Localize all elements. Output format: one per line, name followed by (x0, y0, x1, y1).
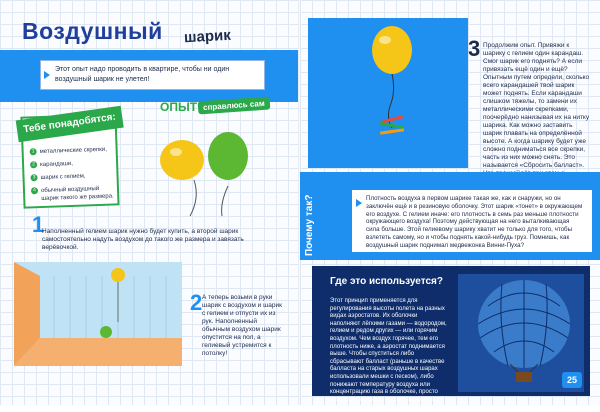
step1-text: Наполненный гелием шарик нужно будет купить, а второй шарик самостоятельно надуть воздухом до такого же размера и завязать верёвочкой. (42, 228, 244, 251)
why-box (352, 190, 592, 252)
need-box (20, 113, 119, 208)
pointer-icon (356, 199, 362, 207)
need-item-label: шарик с гелием, (40, 173, 86, 182)
need-list (30, 145, 118, 208)
list-item (31, 184, 118, 203)
why-label (304, 182, 330, 260)
bullet-icon: 1 (30, 148, 37, 155)
step-number: 2 (190, 290, 203, 315)
step-number: 3 (468, 36, 481, 61)
need-title: Тебе понадобятся: (16, 106, 124, 143)
step3-text: Продолжим опыт. Привяжи к шарику с гелием один карандаш. Смог шарик его поднять? А если привязать ещё один и ещё? Опытным путем определи, сколько всего карандашей твой шарик может поднять. Если карандаши слишком тяжелы, то замени их металлическими скрепками, поочерёдно нанизывая их на нитку шарика. Как можно заставить шарик плавать на определённой высоте. А когда шарику будет уже сложно подниматься все скрепки, часть из них можно снять. Это называется «Сбросить балласт». (483, 42, 590, 169)
page-subtitle: шарик (183, 26, 232, 47)
page-title: Воздушный (22, 18, 163, 44)
why-text: Плотность воздуха в первом шарике такая же, как и снаружи, но он заключён ещё и в резиновую оболочку. Этот шарик «тонет» в окружающем его воздухе. С гелием иначе: его плотность в семь раз меньше плотности окружающего воздуха! Поэтому действующая на него выталкивающая сила больше. Этой гелиевому шарику хватит не только для того, чтобы взлететь самому, но и чтобы поднять какой-нибудь груз. Помнишь, как воздушный шарик поднимал медвежонка Винни-Пуха? (366, 195, 583, 249)
need-item-label: металлические скрепки, (39, 146, 108, 156)
right-page (300, 0, 600, 411)
where-title: Где это используется? (330, 276, 443, 287)
list-item (30, 171, 116, 182)
need-item-label: карандаши, (40, 160, 73, 169)
page-number: 25 (562, 372, 582, 388)
left-page (0, 0, 300, 405)
intro-text: Этот опыт надо проводить в квартире, чтобы ни один воздушный шарик не улетел! (55, 66, 230, 83)
where-text: Этот принцип применяется для регулирования высоты полета на разных видах аэростатов. Их оболочки наполняют лёгкими газами — водородом, гелием и редом других — или горячим воздухом. Чем воздух горячее, тем его плотность ниже, а аэростат поднимается выше. Чтобы спуститься либо сбрасывают балласт (раньше в качестве балласта на старых воздушных шарах использовали мешки с песком), либо понижают температуру воздуха или концентрацию газа в оболочке, просто выпуская его через специальный клапан наружу. (330, 298, 447, 411)
intro-box (40, 60, 265, 90)
list-item (30, 158, 116, 169)
bullet-icon: 3 (30, 174, 37, 181)
pointer-icon (44, 71, 50, 79)
balloons-illustration (150, 128, 262, 218)
need-item-label: обычный воздушный шарик такого же размера. (40, 186, 114, 203)
where-box (312, 266, 590, 411)
bullet-icon: 2 (30, 161, 37, 168)
pencil-balloon-illustration (362, 22, 422, 142)
step2-text: А теперь возьми в руки шарик с воздухом и шарик с гелием и отпусти их из рук. Наполненный обычным воздухом шарик опустится на пол, а гелиевый устремится к потолку! (202, 294, 283, 357)
list-item (30, 145, 116, 156)
step-number: 1 (32, 212, 45, 237)
experiment-label: ОПЫТ (160, 100, 198, 114)
why-title: Почему так? (304, 194, 315, 256)
experiment-sub: справлюсь сам (198, 97, 270, 115)
bullet-icon: 4 (31, 187, 38, 194)
room-illustration (14, 262, 182, 366)
